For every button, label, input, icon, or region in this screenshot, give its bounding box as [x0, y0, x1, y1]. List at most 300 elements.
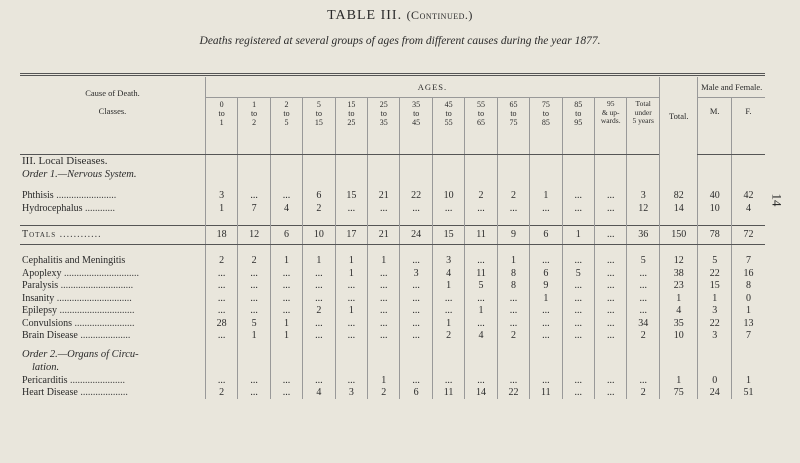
table-cell: 5 — [465, 280, 497, 293]
table-cell: 2 — [627, 330, 660, 343]
table-cell: ... — [465, 317, 497, 330]
table-cell: ... — [270, 387, 302, 400]
table-cell: ... — [595, 374, 627, 387]
table-cell: 4 — [303, 387, 335, 400]
table-cell: 2 — [497, 330, 529, 343]
table-cell: 2 — [238, 255, 270, 268]
table-cell: ... — [238, 292, 270, 305]
header-age-group — [497, 98, 529, 155]
table-cell: ... — [562, 317, 594, 330]
row-label-text: Insanity — [22, 292, 55, 304]
header-age-group — [400, 98, 432, 155]
table-cell: 22 — [497, 387, 529, 400]
row-label — [20, 292, 205, 305]
table-cell: 9 — [530, 280, 562, 293]
table-cell: 3 — [432, 255, 464, 268]
table-cell: 3 — [205, 190, 237, 203]
row-label-text: Heart Disease — [22, 387, 78, 399]
row-leader-dots: ........................ — [56, 190, 117, 202]
table-cell: 2 — [303, 305, 335, 318]
table-cell: ... — [627, 292, 660, 305]
row-leader-dots: .............................. — [63, 267, 139, 279]
row-label-text: Totals — [22, 229, 57, 240]
table-cell: ... — [562, 305, 594, 318]
table-cell: 22 — [698, 317, 731, 330]
header-m: M. — [698, 98, 731, 155]
table-row — [20, 255, 765, 268]
table-cell: ... — [335, 330, 367, 343]
header-age-group — [627, 98, 660, 155]
table-cell: ... — [432, 202, 464, 215]
table-cell: ... — [595, 267, 627, 280]
table-cell: 3 — [400, 267, 432, 280]
table-cell: 1 — [731, 305, 765, 318]
row-label — [20, 387, 205, 400]
table-cell: ... — [205, 330, 237, 343]
header-age-line: Total — [635, 99, 651, 108]
table-cell: 4 — [465, 330, 497, 343]
table-cell: 15 — [698, 280, 731, 293]
table-cell: 3 — [698, 305, 731, 318]
table-cell: ... — [368, 267, 400, 280]
table-cell: ... — [627, 267, 660, 280]
table-cell: 7 — [731, 255, 765, 268]
table-cell: ... — [205, 292, 237, 305]
table-cell: ... — [432, 305, 464, 318]
header-age-line: to — [348, 109, 355, 118]
table-cell: ... — [530, 202, 562, 215]
header-age-group — [562, 98, 594, 155]
table-cell: 17 — [335, 225, 367, 244]
table-subtitle: Deaths registered at several groups of ages from different causes during the year 1877. — [199, 35, 601, 47]
table-cell: 82 — [659, 190, 698, 203]
table-cell: 2 — [497, 190, 529, 203]
table-cell: ... — [627, 280, 660, 293]
table-cell: ... — [497, 317, 529, 330]
header-age-group — [432, 98, 464, 155]
header-age-group — [303, 98, 335, 155]
header-age-group — [270, 98, 302, 155]
header-age-line: 5 years — [632, 116, 654, 125]
table-cell: ... — [205, 374, 237, 387]
table-cell: 8 — [497, 267, 529, 280]
table-cell: 5 — [698, 255, 731, 268]
table-title — [0, 8, 800, 24]
table-cell: ... — [530, 255, 562, 268]
header-age-line: to — [315, 109, 323, 118]
table-cell: 7 — [731, 330, 765, 343]
header-age-line: 25 — [347, 118, 356, 127]
header-classes: Classes. — [20, 98, 205, 155]
header-age-line: 35 — [379, 118, 388, 127]
table-cell: ... — [497, 374, 529, 387]
order-2-heading-line: Order 2.—Organs of Circu- — [22, 349, 139, 360]
table-cell: 7 — [238, 202, 270, 215]
table-cell: ... — [562, 374, 594, 387]
table-cell: 5 — [238, 317, 270, 330]
table-row — [20, 292, 765, 305]
table-cell: ... — [595, 387, 627, 400]
table-cell: ... — [400, 317, 432, 330]
table-cell: 1 — [270, 330, 302, 343]
table-cell: 9 — [497, 225, 529, 244]
table-cell: ... — [205, 280, 237, 293]
table-cell: ... — [303, 317, 335, 330]
header-male-female: Male and Female. — [698, 77, 765, 98]
header-age-line: & up- — [601, 107, 620, 117]
title-main: TABLE III. — [327, 8, 403, 23]
table-cell: 1 — [335, 305, 367, 318]
row-label-text: Convulsions — [22, 317, 73, 329]
table-cell: ... — [465, 374, 497, 387]
table-cell: 1 — [270, 317, 302, 330]
table-cell: 2 — [205, 387, 237, 400]
table-cell: 10 — [432, 190, 464, 203]
row-label — [20, 374, 205, 387]
table-cell: 1 — [205, 202, 237, 215]
table-cell: 12 — [659, 255, 698, 268]
header-age-line: to — [250, 109, 258, 118]
header-age-line: 65 — [477, 118, 486, 127]
table-cell: 1 — [432, 280, 464, 293]
header-age-group — [205, 98, 237, 155]
row-label — [20, 280, 205, 293]
header-age-line: 45 — [412, 118, 421, 127]
table-cell: ... — [530, 374, 562, 387]
table-cell: 11 — [432, 387, 464, 400]
table-cell: ... — [562, 255, 594, 268]
table-cell: 75 — [659, 387, 698, 400]
header-age-group — [368, 98, 400, 155]
table-cell: 8 — [731, 280, 765, 293]
table-cell: ... — [238, 305, 270, 318]
row-label — [20, 330, 205, 343]
table-cell: 22 — [698, 267, 731, 280]
top-rule — [20, 73, 765, 74]
row-leader-dots: .............................. — [59, 305, 135, 317]
row-label — [20, 190, 205, 203]
row-leader-dots: .................... — [80, 330, 131, 342]
table-cell: ... — [368, 292, 400, 305]
table-cell: 21 — [368, 190, 400, 203]
table-cell: 13 — [731, 317, 765, 330]
header-age-line: to — [218, 109, 225, 118]
table-cell: 12 — [627, 202, 660, 215]
table-cell: ... — [270, 280, 302, 293]
table-cell: 1 — [698, 292, 731, 305]
row-leader-dots: ............ — [59, 229, 102, 240]
header-age-line: to — [413, 109, 420, 118]
header-age-group — [595, 98, 627, 155]
table-cell: ... — [562, 202, 594, 215]
table-cell: 3 — [698, 330, 731, 343]
order-2-heading — [20, 342, 205, 374]
mortality-table — [20, 77, 765, 399]
table-cell: ... — [335, 280, 367, 293]
table-cell: ... — [595, 190, 627, 203]
header-age-group — [465, 98, 497, 155]
row-label-text: Hydrocephalus — [22, 202, 83, 214]
table-cell: 6 — [530, 225, 562, 244]
header-age-line: 85 — [574, 100, 583, 109]
table-cell: 1 — [731, 374, 765, 387]
table-cell: 4 — [659, 305, 698, 318]
row-label-text: Pericarditis — [22, 374, 68, 386]
table-cell: 15 — [335, 190, 367, 203]
table-cell: 15 — [432, 225, 464, 244]
header-age-line: 2 — [284, 100, 289, 109]
table-cell: ... — [595, 280, 627, 293]
table-cell: 18 — [205, 225, 237, 244]
row-leader-dots: ............ — [85, 202, 116, 214]
section-local-diseases: III. Local Diseases. — [22, 155, 108, 167]
table-cell: 1 — [335, 267, 367, 280]
row-label-text: Cephalitis and Meningitis — [22, 255, 126, 267]
table-cell: 11 — [465, 225, 497, 244]
table-cell: 10 — [659, 330, 698, 343]
table-cell: ... — [400, 280, 432, 293]
table-cell: 36 — [627, 225, 660, 244]
table-cell: ... — [335, 374, 367, 387]
table-cell: ... — [530, 305, 562, 318]
header-age-line: 35 — [412, 100, 421, 109]
totals-row — [20, 225, 765, 244]
table-cell: 4 — [731, 202, 765, 215]
header-age-line: 2 — [252, 118, 257, 127]
row-label — [20, 317, 205, 330]
header-age-line: to — [477, 109, 485, 118]
table-cell: ... — [368, 317, 400, 330]
table-cell: ... — [303, 267, 335, 280]
header-age-line: to — [283, 109, 290, 118]
table-cell: ... — [238, 280, 270, 293]
table-cell: ... — [303, 374, 335, 387]
table-row — [20, 280, 765, 293]
row-label — [20, 305, 205, 318]
header-age-line: 5 — [284, 118, 289, 127]
table-cell: ... — [303, 280, 335, 293]
table-cell: 28 — [205, 317, 237, 330]
table-cell: ... — [562, 330, 594, 343]
row-leader-dots: ............................. — [60, 280, 134, 292]
table-cell: 1 — [432, 317, 464, 330]
row-leader-dots: ................... — [80, 387, 128, 399]
row-label — [20, 225, 205, 244]
row-leader-dots: ........................ — [74, 317, 135, 329]
table-cell: 23 — [659, 280, 698, 293]
table-cell: ... — [595, 317, 627, 330]
header-total: Total. — [659, 77, 698, 154]
table-cell: 1 — [530, 292, 562, 305]
header-age-line: to — [380, 109, 387, 118]
table-cell: 1 — [335, 255, 367, 268]
table-cell: 11 — [465, 267, 497, 280]
table-cell: 1 — [530, 190, 562, 203]
table-cell: ... — [595, 202, 627, 215]
table-cell: ... — [627, 374, 660, 387]
row-label-text: Epilepsy — [22, 305, 57, 317]
row-label-text: Apoplexy — [22, 267, 62, 279]
table-cell: 10 — [698, 202, 731, 215]
header-age-line: 1 — [219, 118, 224, 127]
table-cell: ... — [335, 292, 367, 305]
row-label — [20, 202, 205, 215]
table-cell: ... — [465, 292, 497, 305]
table-cell: ... — [335, 317, 367, 330]
table-cell: 1 — [659, 374, 698, 387]
table-cell: ... — [368, 305, 400, 318]
table-cell: ... — [562, 280, 594, 293]
table-cell: 35 — [659, 317, 698, 330]
header-cause-of-death: Cause of Death. — [85, 87, 140, 98]
header-age-line: 65 — [509, 100, 518, 109]
table-cell: ... — [400, 202, 432, 215]
table-cell: 6 — [270, 225, 302, 244]
table-cell: ... — [238, 267, 270, 280]
page-number: 14 — [769, 193, 785, 207]
table-cell: ... — [368, 280, 400, 293]
table-cell: ... — [562, 387, 594, 400]
table-cell: ... — [497, 202, 529, 215]
table-cell: ... — [368, 330, 400, 343]
header-age-line: 55 — [444, 118, 453, 127]
table-cell: ... — [335, 202, 367, 215]
table-cell: 150 — [659, 225, 698, 244]
table-cell: 1 — [270, 255, 302, 268]
table-cell: 14 — [659, 202, 698, 215]
table-cell: ... — [530, 317, 562, 330]
header-age-line: 75 — [541, 100, 550, 109]
table-cell: 11 — [530, 387, 562, 400]
table-row — [20, 317, 765, 330]
row-label-text: Paralysis — [22, 280, 59, 292]
header-age-line: 95 — [606, 99, 615, 108]
table-cell: ... — [270, 305, 302, 318]
table-cell: 1 — [368, 374, 400, 387]
header-age-line: 75 — [509, 118, 518, 127]
table-cell: ... — [368, 202, 400, 215]
header-age-line: to — [542, 109, 549, 118]
table-cell: ... — [400, 374, 432, 387]
header-age-line: 95 — [574, 118, 583, 127]
table-cell: 2 — [627, 387, 660, 400]
table-cell: 12 — [238, 225, 270, 244]
table-cell: ... — [465, 202, 497, 215]
table-cell: 4 — [432, 267, 464, 280]
table-cell: ... — [400, 292, 432, 305]
table-cell: 8 — [497, 280, 529, 293]
header-age-line: 55 — [477, 100, 486, 109]
table-cell: 42 — [731, 190, 765, 203]
table-cell: 24 — [698, 387, 731, 400]
table-cell: 6 — [303, 190, 335, 203]
table-cell: ... — [497, 292, 529, 305]
table-cell: 2 — [432, 330, 464, 343]
table-row — [20, 387, 765, 400]
table-row — [20, 330, 765, 343]
table-cell: 4 — [270, 202, 302, 215]
table-cell: ... — [595, 330, 627, 343]
header-age-line: wards. — [600, 116, 621, 125]
table-cell: 6 — [530, 267, 562, 280]
table-cell: ... — [205, 267, 237, 280]
table-cell: 34 — [627, 317, 660, 330]
table-cell: ... — [238, 374, 270, 387]
table-row — [20, 202, 765, 215]
table-cell: 10 — [303, 225, 335, 244]
row-label — [20, 255, 205, 268]
top-rule-double — [20, 75, 765, 76]
table-cell: 16 — [731, 267, 765, 280]
table-cell: 0 — [698, 374, 731, 387]
header-age-group — [238, 98, 270, 155]
row-label — [20, 267, 205, 280]
row-label-text: Brain Disease — [22, 330, 78, 342]
order-2-heading-line: lation. — [32, 362, 60, 373]
table-cell: 21 — [368, 225, 400, 244]
table-cell: ... — [400, 305, 432, 318]
table-cell: 5 — [562, 267, 594, 280]
header-age-line: under — [634, 107, 652, 117]
header-age-line: 15 — [314, 118, 323, 127]
header-ages: AGES. — [205, 77, 659, 98]
table-cell: ... — [205, 305, 237, 318]
table-cell: 3 — [335, 387, 367, 400]
table-cell: ... — [595, 255, 627, 268]
table-cell: 78 — [698, 225, 731, 244]
table-cell: 2 — [368, 387, 400, 400]
table-cell: ... — [303, 292, 335, 305]
table-cell: 72 — [731, 225, 765, 244]
table-cell: ... — [270, 292, 302, 305]
table-cell: ... — [270, 374, 302, 387]
table-row — [20, 374, 765, 387]
table-cell: ... — [530, 330, 562, 343]
table-cell: 2 — [205, 255, 237, 268]
table-cell: ... — [627, 305, 660, 318]
header-age-line: 15 — [347, 100, 356, 109]
header-age-line: to — [445, 109, 452, 118]
table-cell: ... — [400, 330, 432, 343]
title-suffix: (Continued.) — [406, 8, 473, 22]
table-cell: 24 — [400, 225, 432, 244]
table-row — [20, 190, 765, 203]
table-cell: ... — [497, 305, 529, 318]
table-cell: 1 — [465, 305, 497, 318]
table-cell: ... — [562, 190, 594, 203]
table-cell: 38 — [659, 267, 698, 280]
table-cell: 0 — [731, 292, 765, 305]
table-row — [20, 267, 765, 280]
table-cell: ... — [595, 305, 627, 318]
table-cell: ... — [238, 387, 270, 400]
table-cell: 6 — [400, 387, 432, 400]
row-label-text: Phthisis — [22, 190, 54, 202]
table-cell: 14 — [465, 387, 497, 400]
table-cell: 1 — [562, 225, 594, 244]
table-cell: ... — [465, 255, 497, 268]
table-cell: 1 — [303, 255, 335, 268]
table-cell: ... — [595, 292, 627, 305]
table-cell: ... — [400, 255, 432, 268]
header-f: F. — [731, 98, 765, 155]
table-cell: 5 — [627, 255, 660, 268]
table-cell: ... — [432, 292, 464, 305]
row-leader-dots: .............................. — [56, 292, 132, 304]
table-cell: 1 — [368, 255, 400, 268]
header-age-line: 45 — [444, 100, 453, 109]
row-leader-dots: ...................... — [70, 374, 126, 386]
